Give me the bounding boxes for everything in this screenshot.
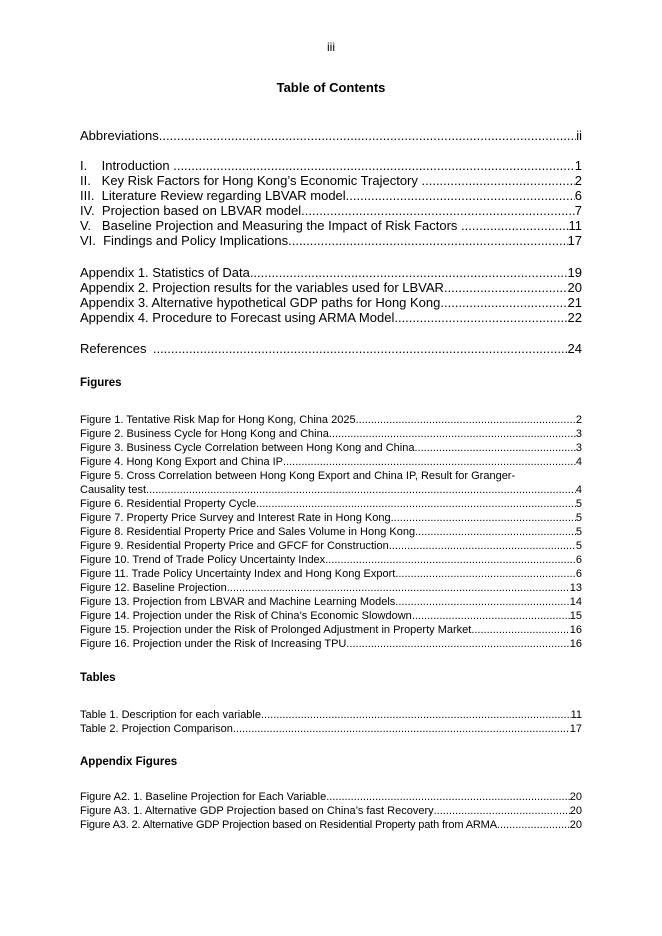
toc-entry-label: V. Baseline Projection and Measuring the Impact of Risk Factors [80, 218, 462, 233]
toc-entry[interactable] [80, 539, 582, 553]
toc-entry-page: 11 [570, 709, 582, 721]
leader-dots [395, 567, 576, 581]
toc-appendices [80, 265, 582, 325]
toc-entry-label: Figure 6. Residential Property Cycle [80, 498, 257, 510]
toc-entry-page: 5 [575, 540, 582, 552]
leader-dots [434, 804, 570, 818]
toc-entry-page: 16 [569, 638, 582, 650]
toc-entry-label: References [80, 341, 147, 356]
toc-entry[interactable] [80, 525, 582, 539]
toc-entry-label: Table 1. Description for each variable [80, 709, 261, 721]
toc-entry-page: 7 [574, 203, 582, 218]
toc-entry-label: Causality test [80, 484, 147, 496]
toc-entry[interactable] [80, 188, 582, 203]
toc-entry-page: 22 [567, 310, 582, 325]
toc-entry[interactable] [80, 637, 582, 651]
toc-entry-page: 6 [575, 568, 582, 580]
leader-dots [346, 188, 575, 203]
toc-entry-page: 5 [575, 512, 582, 524]
toc-entry-page: 2 [574, 173, 582, 188]
toc-entry-page: 20 [567, 280, 582, 295]
leader-dots [415, 525, 576, 539]
toc-entry[interactable] [80, 708, 582, 722]
toc-figures [80, 413, 582, 651]
toc-entry-label: Figure A3. 2. Alternative GDP Projection based on Residential Property path from ARMA [80, 819, 497, 831]
toc-entry[interactable] [80, 483, 582, 497]
toc-entry-label: Figure 4. Hong Kong Export and China IP [80, 456, 284, 468]
toc-entry-page: 3 [575, 442, 582, 454]
toc-entry[interactable] [80, 295, 582, 310]
toc-entry-label: Figure 9. Residential Property Price and GFCF for Construction [80, 540, 389, 552]
toc-entry-page: 14 [569, 596, 582, 608]
leader-dots [346, 637, 569, 651]
toc-entry-label: Figure 3. Business Cycle Correlation between Hong Kong and China [80, 442, 415, 454]
tables-heading: Tables [80, 672, 116, 684]
toc-entry[interactable] [80, 310, 582, 325]
toc-entry-page: 20 [569, 791, 582, 803]
page-number: iii [327, 40, 335, 54]
toc-tables [80, 708, 582, 736]
leader-dots [444, 280, 568, 295]
leader-dots [461, 218, 568, 233]
toc-entry[interactable] [80, 158, 582, 173]
toc-entry-page: 20 [569, 819, 582, 831]
toc-entry-label: Figure 12. Baseline Projection [80, 582, 227, 594]
toc-entry-page: 4 [575, 456, 582, 468]
toc-entry-page: 6 [574, 188, 582, 203]
toc-entry-label: Table 2. Projection Comparison [80, 723, 233, 735]
leader-dots [288, 233, 567, 248]
toc-entry-label: VI. Findings and Policy Implications [80, 233, 289, 248]
toc-entry-label: Figure 2. Business Cycle for Hong Kong and China [80, 428, 329, 440]
toc-entry-page: 24 [567, 341, 582, 356]
toc-entry-page: 19 [567, 265, 582, 280]
toc-entry[interactable] [80, 203, 582, 218]
toc-entry[interactable] [80, 818, 582, 832]
toc-entry-page: 16 [569, 624, 582, 636]
toc-entry-label: Figure 7. Property Price Survey and Interest Rate in Hong Kong [80, 512, 391, 524]
leader-dots [391, 511, 576, 525]
toc-entry-label: Figure 13. Projection from LBVAR and Machine Learning Models [80, 596, 396, 608]
toc-entry[interactable] [80, 511, 582, 525]
leader-dots [329, 427, 576, 441]
toc-entry-page: 2 [575, 414, 582, 426]
page-title: Table of Contents [276, 80, 386, 95]
toc-entry-page: 13 [569, 582, 582, 594]
leader-dots [301, 203, 575, 218]
toc-entry[interactable] [80, 623, 582, 637]
leader-dots [153, 341, 568, 356]
leader-dots [497, 818, 570, 832]
toc-entry-page: 5 [575, 526, 582, 538]
appendix-figures-heading: Appendix Figures [80, 756, 178, 768]
leader-dots [325, 553, 576, 567]
toc-entry[interactable] [80, 722, 582, 736]
toc-entry[interactable] [80, 128, 582, 143]
leader-dots [422, 173, 575, 188]
toc-entry[interactable] [80, 581, 582, 595]
toc-entry-label: II. Key Risk Factors for Hong Kong’s Economic Trajectory [80, 173, 422, 188]
toc-entry-label: III. Literature Review regarding LBVAR model [80, 188, 346, 203]
toc-entry[interactable] [80, 427, 582, 441]
toc-entry[interactable] [80, 497, 582, 511]
toc-entry[interactable] [80, 441, 582, 455]
leader-dots [261, 708, 571, 722]
toc-entry-page: 20 [569, 805, 582, 817]
toc-entry-label: Figure 15. Projection under the Risk of Prolonged Adjustment in Property Market [80, 624, 472, 636]
toc-entry[interactable] [80, 280, 582, 295]
leader-dots [412, 609, 570, 623]
leader-dots [227, 581, 570, 595]
toc-entry[interactable] [80, 341, 582, 356]
toc-entry-page: 11 [568, 218, 582, 233]
leader-dots [389, 539, 576, 553]
toc-entry-label: IV. Projection based on LBVAR model [80, 203, 302, 218]
toc-entry[interactable] [80, 218, 582, 233]
toc-entry-label: Figure 10. Trend of Trade Policy Uncertainty Index [80, 554, 326, 566]
toc-entry-page: 17 [569, 723, 582, 735]
leader-dots [440, 295, 567, 310]
leader-dots [395, 595, 569, 609]
toc-entry-label: Figure A3. 1. Alternative GDP Projection based on China’s fast Recovery [80, 805, 434, 817]
leader-dots [159, 128, 576, 143]
toc-entry[interactable] [80, 595, 582, 609]
toc-entry-label: Abbreviations [80, 128, 159, 143]
toc-entry-label: Figure 14. Projection under the Risk of China’s Economic Slowdown [80, 610, 412, 622]
leader-dots [233, 722, 570, 736]
toc-appendix-figures [80, 790, 582, 832]
leader-dots [414, 441, 575, 455]
toc-entry[interactable] [80, 790, 582, 804]
toc-entry[interactable] [80, 173, 582, 188]
leader-dots [356, 413, 576, 427]
toc-entry-label: Appendix 2. Projection results for the variables used for LBVAR [80, 280, 444, 295]
toc-entry-page: 1 [574, 158, 582, 173]
toc-entry-label: Appendix 1. Statistics of Data [80, 265, 250, 280]
toc-entry-page: ii [576, 128, 582, 143]
toc-entry-page: 5 [575, 498, 582, 510]
toc-entry-page: 17 [567, 233, 582, 248]
leader-dots [283, 455, 576, 469]
toc-entry-wrapped-line[interactable]: Figure 5. Cross Correlation between Hong Kong Export and China IP, Result for Granger- [80, 470, 516, 482]
toc-entry-label: Figure 11. Trade Policy Uncertainty Index and Hong Kong Export [80, 568, 396, 580]
figures-heading: Figures [80, 377, 122, 389]
toc-entry[interactable] [80, 609, 582, 623]
toc-entry[interactable] [80, 455, 582, 469]
leader-dots [146, 483, 576, 497]
leader-dots [326, 790, 570, 804]
leader-dots [471, 623, 569, 637]
toc-entry[interactable] [80, 265, 582, 280]
toc-entry-page: 6 [575, 554, 582, 566]
toc-entry-label: Figure A2. 1. Baseline Projection for Each Variable [80, 791, 327, 803]
toc-entry-label: I. Introduction [80, 158, 174, 173]
toc-entry-page: 21 [567, 295, 582, 310]
toc-entry[interactable] [80, 567, 582, 581]
toc-entry[interactable] [80, 413, 582, 427]
toc-entry-label: Figure 8. Residential Property Price and Sales Volume in Hong Kong [80, 526, 416, 538]
toc-entry-label: Appendix 4. Procedure to Forecast using ARMA Model [80, 310, 395, 325]
toc-entry-page: 3 [575, 428, 582, 440]
toc-entry[interactable] [80, 804, 582, 818]
toc-entry-page: 15 [569, 610, 582, 622]
leader-dots [394, 310, 567, 325]
toc-entry[interactable] [80, 553, 582, 567]
leader-dots [173, 158, 575, 173]
toc-entry-label: Figure 16. Projection under the Risk of Increasing TPU [80, 638, 347, 650]
toc-abbreviations [80, 128, 582, 143]
toc-entry[interactable] [80, 233, 582, 248]
toc-entry-label: Appendix 3. Alternative hypothetical GDP paths for Hong Kong [80, 295, 441, 310]
toc-chapters [80, 158, 582, 248]
leader-dots [250, 265, 568, 280]
leader-dots [256, 497, 576, 511]
toc-entry-label: Figure 1. Tentative Risk Map for Hong Kong, China 2025 [80, 414, 356, 426]
toc-entry-page: 4 [575, 484, 582, 496]
toc-references [80, 341, 582, 356]
